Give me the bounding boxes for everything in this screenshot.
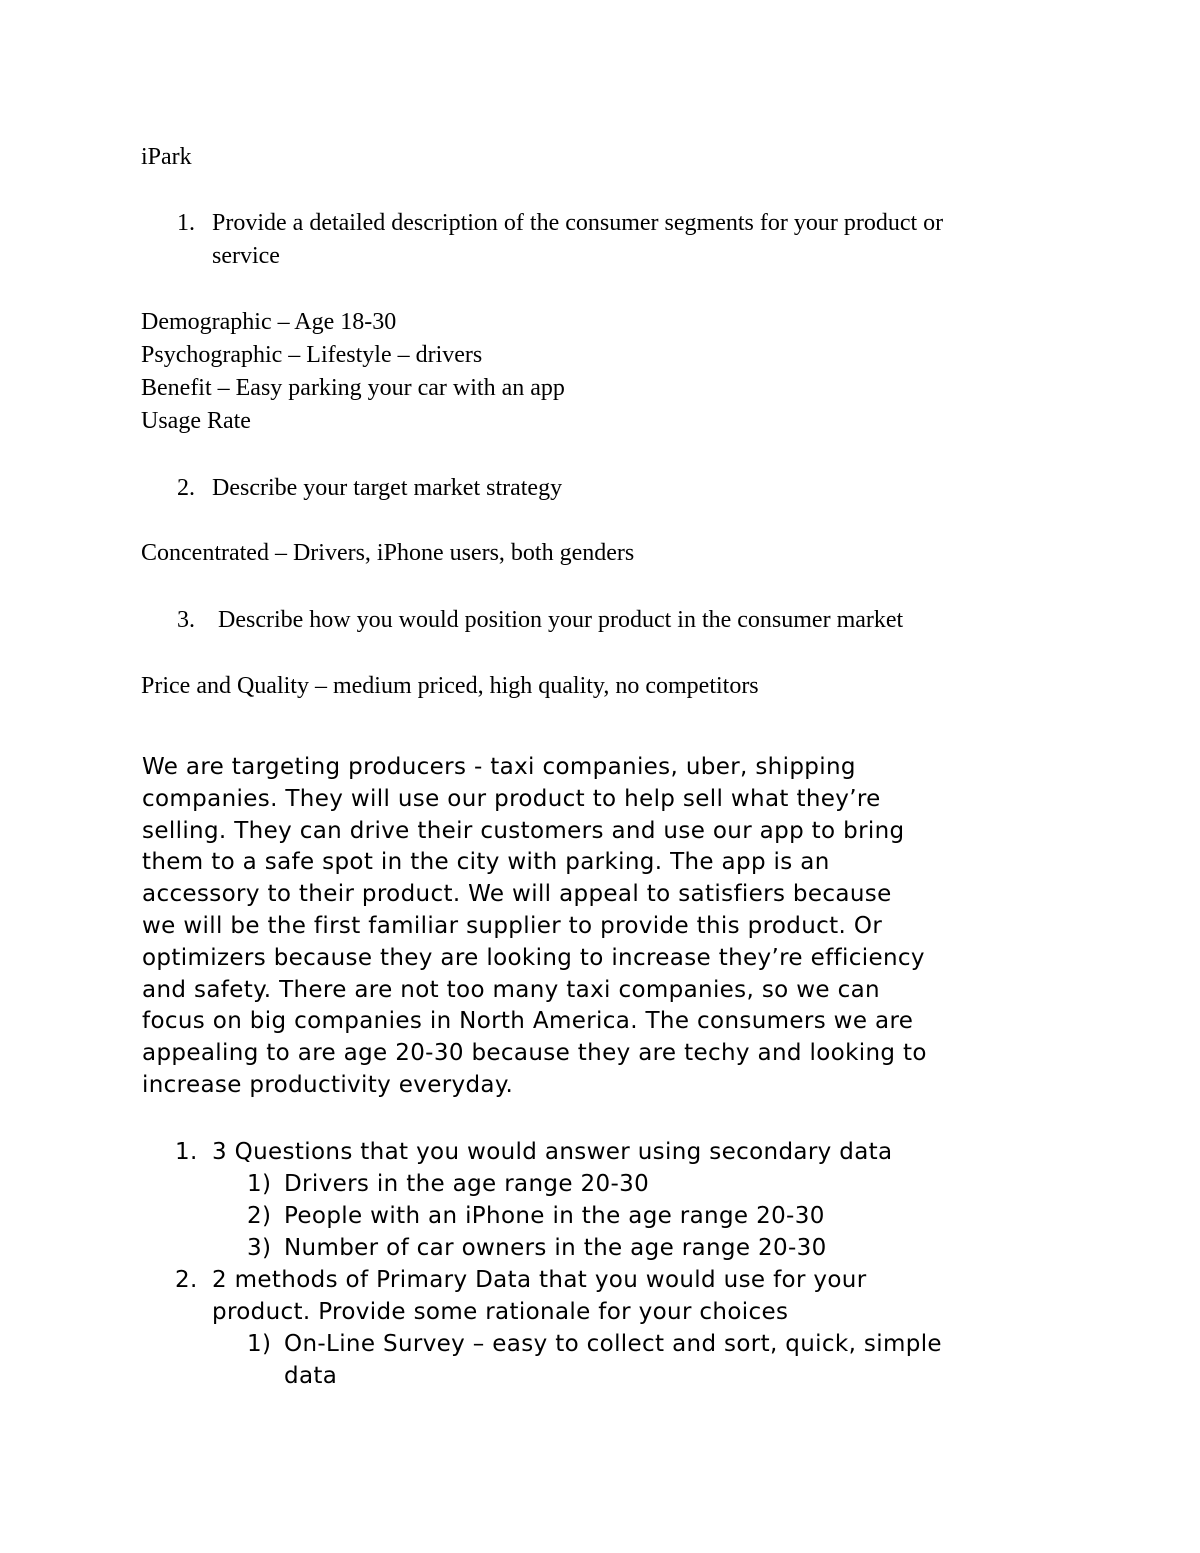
question-3-answer: Price and Quality – medium priced, high quality, no competitors (141, 673, 759, 699)
sub-item-text: Number of car owners in the age range 20-30 (284, 1235, 827, 1261)
question-2-answer: Concentrated – Drivers, iPhone users, both genders (141, 540, 635, 566)
paragraph-line: we will be the first familiar supplier to provide this product. Or (142, 912, 883, 939)
sub-item-number: 1) (247, 1331, 272, 1357)
paragraph-line: focus on big companies in North America. The consumers we are (142, 1008, 914, 1035)
sub-item-text-line-2: data (284, 1363, 338, 1389)
segment-benefit: Benefit – Easy parking your car with an app (141, 375, 565, 401)
paragraph-line: optimizers because they are looking to increase they’re efficiency (142, 944, 925, 971)
sub-item-text: Drivers in the age range 20-30 (284, 1171, 650, 1197)
question-3-text: Describe how you would position your product in the consumer market (218, 607, 904, 633)
paragraph-line: increase productivity everyday. (142, 1071, 514, 1098)
question-1-text-line-1: Provide a detailed description of the consumer segments for your product or (212, 210, 944, 236)
research-item-2-text-line-1: 2 methods of Primary Data that you would use for your (212, 1267, 867, 1293)
question-1-text-line-2: service (212, 243, 280, 269)
paragraph-line: selling. They can drive their customers and use our app to bring (142, 817, 905, 844)
question-1-number: 1. (177, 210, 195, 236)
research-item-1-number: 1. (175, 1139, 198, 1165)
research-item-2-number: 2. (175, 1267, 198, 1293)
sub-item-text-line-1: On-Line Survey – easy to collect and sort, quick, simple (284, 1331, 942, 1357)
document-title: iPark (141, 144, 192, 170)
paragraph-line: them to a safe spot in the city with parking. The app is an (142, 849, 830, 876)
question-2-text: Describe your target market strategy (212, 475, 563, 501)
question-2-number: 2. (177, 475, 195, 501)
sub-item-text: People with an iPhone in the age range 20-30 (284, 1203, 825, 1229)
paragraph-line: accessory to their product. We will appeal to satisfiers because (142, 881, 892, 908)
paragraph-line: appealing to are age 20-30 because they are techy and looking to (142, 1040, 927, 1067)
research-item-1-text: 3 Questions that you would answer using secondary data (212, 1139, 893, 1165)
research-item-2-text-line-2: product. Provide some rationale for your choices (212, 1299, 789, 1325)
segment-psychographic: Psychographic – Lifestyle – drivers (141, 342, 483, 368)
sub-item-number: 3) (247, 1235, 272, 1261)
segment-demographic: Demographic – Age 18-30 (141, 309, 397, 335)
paragraph-line: companies. They will use our product to help sell what they’re (142, 785, 881, 812)
paragraph-line: We are targeting producers - taxi companies, uber, shipping (142, 754, 856, 780)
paragraph-line: and safety. There are not too many taxi companies, so we can (142, 976, 880, 1003)
targeting-paragraph (142, 752, 927, 1102)
question-3-number: 3. (177, 607, 195, 633)
sub-item-number: 1) (247, 1171, 272, 1197)
segment-usage-rate: Usage Rate (141, 408, 251, 434)
sub-item-number: 2) (247, 1203, 272, 1229)
